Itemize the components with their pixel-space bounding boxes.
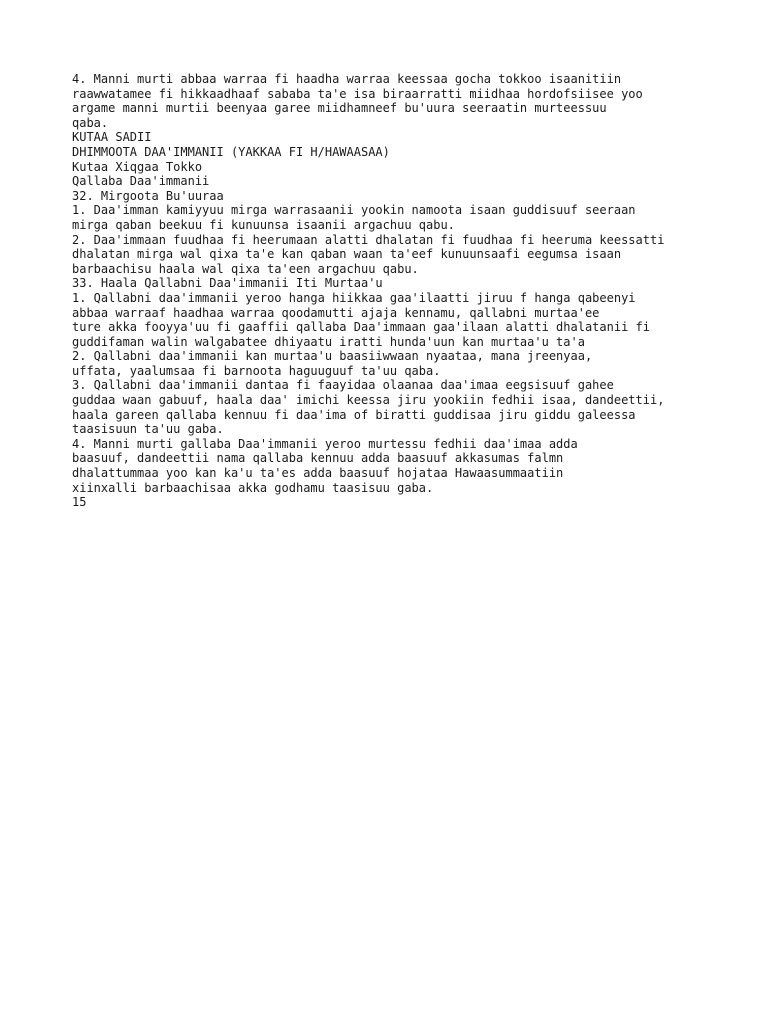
text-line: 4. Manni murti abbaa warraa fi haadha warraa keessaa gocha tokkoo isaanitiin — [72, 72, 622, 86]
page-number: 15 — [72, 495, 87, 510]
document-page — [72, 72, 752, 510]
text-line: 2. Qallabni daa'immanii kan murtaa'u baasiiwwaan nyaataa, mana jreenyaa, — [72, 349, 593, 364]
text-line: argame manni murtii beenyaa garee miidhamneef bu'uura seeraatin murteessuu — [72, 101, 607, 116]
text-line: baasuuf, dandeettii nama qallaba kennuu adda baasuuf akkasumas falmn — [72, 451, 564, 466]
text-line: 1. Qallabni daa'immanii yeroo hanga hiikkaa gaa'ilaatti jiruu f hanga qabeenyi — [72, 290, 636, 305]
text-line: taasisuun ta'uu gaba. — [72, 422, 224, 437]
text-line: 3. Qallabni daa'immanii dantaa fi faayidaa olaanaa daa'imaa eegsisuuf gahee — [72, 378, 614, 393]
text-line: dhalatan mirga wal qixa ta'e kan qaban waan ta'eef kunuunsaafi eegumsa isaan — [72, 247, 622, 262]
text-line: dhalattummaa yoo kan ka'u ta'es adda baasuuf hojataa Hawaasummaatiin — [72, 466, 564, 481]
text-line: guddaa waan gabuuf, haala daa' imichi keessa jiru yookiin fedhii isaa, dandeettii, — [72, 393, 665, 408]
text-line: uffata, yaalumsaa fi barnoota haguuguuf ta'uu qaba. — [72, 363, 441, 378]
chapter-title: DHIMMOOTA DAA'IMMANII (YAKKAA FI H/HAWAASAA) — [72, 144, 390, 159]
article-heading: 32. Mirgoota Bu'uuraa — [72, 188, 224, 203]
text-line: guddifaman walin walgabatee dhiyaatu iratti hunda'uun kan murtaa'u ta'a — [72, 334, 585, 349]
article-heading: 33. Haala Qallabni Daa'immanii Iti Murtaa'u — [72, 276, 383, 291]
section-heading: Kutaa Xiqgaa Tokko — [72, 159, 203, 174]
text-line: ture akka fooyya'uu fi gaaffii qallaba Daa'immaan gaa'ilaan alatti dhalatanii fi — [72, 320, 650, 335]
text-line: barbaachisu haala wal qixa ta'een argachuu qabu. — [72, 261, 419, 276]
text-line: 4. Manni murti gallaba Daa'immanii yeroo murtessu fedhii daa'imaa adda — [72, 436, 578, 451]
text-line: 2. Daa'immaan fuudhaa fi heerumaan alatti dhalatan fi fuudhaa fi heeruma keessatti — [72, 232, 665, 247]
chapter-heading: KUTAA SADII — [72, 130, 152, 145]
text-line: qaba. — [72, 115, 109, 130]
section-title: Qallaba Daa'immanii — [72, 174, 210, 189]
text-line: xiinxalli barbaachisaa akka godhamu taasisuu gaba. — [72, 480, 434, 495]
text-line: abbaa warraaf haadhaa warraa qoodamutti ajaja kennamu, qallabni murtaa'ee — [72, 305, 600, 320]
text-line: mirga qaban beekuu fi kunuunsa isaanii argachuu qabu. — [72, 217, 455, 232]
text-line: haala gareen qallaba kennuu fi daa'ima of biratti guddisaa jiru giddu galeessa — [72, 407, 636, 422]
text-line: raawwatamee fi hikkaadhaaf sababa ta'e isa biraarratti miidhaa hordofsiisee yoo — [72, 86, 643, 101]
text-line: 1. Daa'imman kamiyyuu mirga warrasaanii yookin namoota isaan guddisuuf seeraan — [72, 203, 636, 218]
